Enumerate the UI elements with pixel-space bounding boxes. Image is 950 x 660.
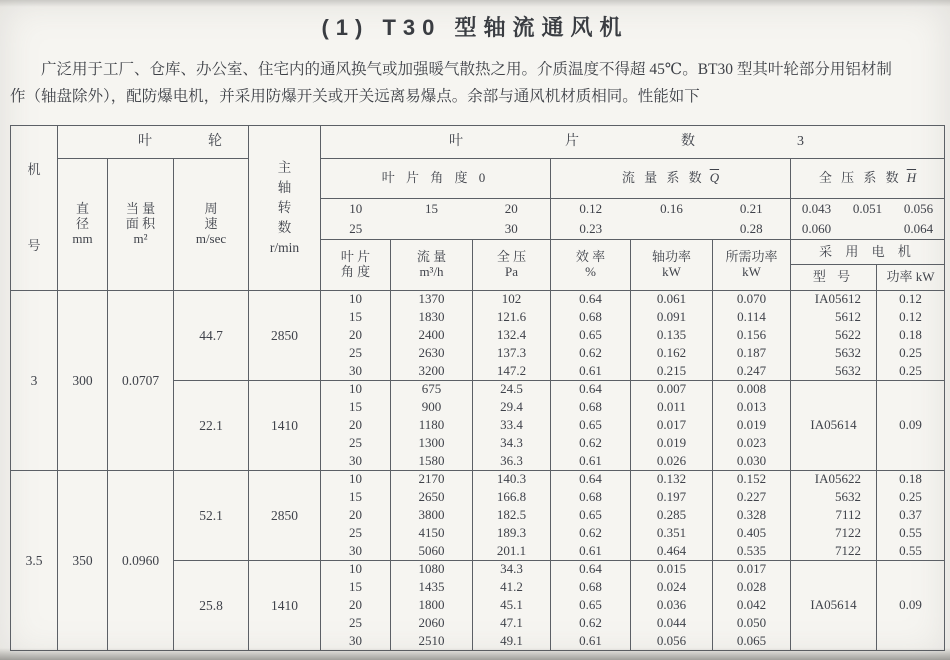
cell-machine-no: 3.5 [11,471,58,651]
colhead-motor-power: 功率 kW [877,265,945,291]
cell-shaft-speed: 2850 [249,291,321,381]
cell-flow: 1370 [391,291,473,309]
cell-flow: 2170 [391,471,473,489]
cell-shaft-power: 0.007 [631,381,713,399]
cell-efficiency: 0.61 [551,633,631,651]
cell-peripheral-speed: 52.1 [174,471,249,561]
cell-efficiency: 0.64 [551,561,631,579]
cell-flow: 3200 [391,363,473,381]
cell-motor-power: 0.55 [877,543,945,561]
cell-motor-model: IA05614 [791,561,877,651]
subheader-angle: 10 [349,200,363,216]
scan-shadow-bottom [0,648,950,660]
subheader-pressure-coeff: 0.060 [801,220,832,236]
cell-shaft-power: 0.351 [631,525,713,543]
header-impeller-char: 叶 [138,133,152,149]
cell-required-power: 0.050 [713,615,791,633]
subheader-pressure-coeff-row [791,199,945,220]
cell-motor-power: 0.18 [877,327,945,345]
header-peripheral-speed: 周 速 m/sec [174,159,249,291]
subheader-pressure-coeff: 0.064 [903,220,934,236]
cell-flow: 5060 [391,543,473,561]
cell-motor-power: 0.25 [877,489,945,507]
flow-coeff-label: 流 量 系 数 [621,170,705,186]
header-blade-angle-group: 叶 片 角 度 0 [321,159,551,199]
cell-flow: 1580 [391,453,473,471]
cell-motor-power: 0.18 [877,471,945,489]
cell-shaft-power: 0.091 [631,309,713,327]
cell-blade-angle: 30 [321,453,391,471]
cell-pressure: 41.2 [473,579,551,597]
cell-shaft-power: 0.026 [631,453,713,471]
cell-efficiency: 0.64 [551,381,631,399]
cell-blade-angle: 10 [321,291,391,309]
cell-eq-area: 0.0960 [108,471,174,651]
page-title: (1) T30 型轴流通风机 [321,15,629,40]
cell-blade-angle: 30 [321,363,391,381]
cell-shaft-power: 0.162 [631,345,713,363]
cell-shaft-speed: 2850 [249,471,321,561]
cell-shaft-power: 0.285 [631,507,713,525]
cell-pressure: 132.4 [473,327,551,345]
cell-motor-model: IA05612 [791,291,877,309]
cell-shaft-power: 0.036 [631,597,713,615]
cell-required-power: 0.065 [713,633,791,651]
cell-flow: 2060 [391,615,473,633]
fan-performance-table [10,125,945,651]
cell-shaft-speed: 1410 [249,381,321,471]
cell-motor-power: 0.55 [877,525,945,543]
cell-efficiency: 0.68 [551,579,631,597]
cell-flow: 1800 [391,597,473,615]
cell-blade-angle: 20 [321,327,391,345]
intro-line-1: 广泛用于工厂、仓库、办公室、住宅内的通风换气或加强暖气散热之用。介质温度不得超 45℃。BT30 型其叶轮部分用铝材制 [41,61,892,78]
cell-blade-angle: 15 [321,399,391,417]
cell-blade-angle: 10 [321,561,391,579]
cell-flow: 900 [391,399,473,417]
colhead-pressure: 全 压 Pa [473,240,551,291]
cell-required-power: 0.017 [713,561,791,579]
header-machine-no: 机 号 [11,126,58,291]
cell-required-power: 0.247 [713,363,791,381]
cell-shaft-power: 0.044 [631,615,713,633]
cell-required-power: 0.187 [713,345,791,363]
cell-blade-angle: 30 [321,543,391,561]
cell-motor-model: 5632 [791,363,877,381]
subheader-flow-coeff: 0.23 [551,220,631,240]
cell-required-power: 0.019 [713,417,791,435]
cell-blade-angle: 30 [321,633,391,651]
header-diameter: 直 径 mm [58,159,108,291]
cell-motor-model: 7122 [791,525,877,543]
subheader-pressure-coeff-row [791,220,945,240]
cell-required-power: 0.008 [713,381,791,399]
cell-pressure: 36.3 [473,453,551,471]
cell-pressure: 24.5 [473,381,551,399]
cell-blade-angle: 20 [321,507,391,525]
cell-flow: 1300 [391,435,473,453]
cell-pressure: 166.8 [473,489,551,507]
cell-shaft-speed: 1410 [249,561,321,651]
cell-blade-angle: 15 [321,489,391,507]
cell-efficiency: 0.65 [551,597,631,615]
subheader-flow-coeff: 0.28 [713,220,791,240]
cell-required-power: 0.152 [713,471,791,489]
colhead-flow: 流 量 m³/h [391,240,473,291]
cell-motor-model: 5632 [791,489,877,507]
cell-efficiency: 0.62 [551,615,631,633]
pressure-coeff-label: 全 压 系 数 [818,170,902,186]
cell-required-power: 0.227 [713,489,791,507]
cell-motor-power: 0.12 [877,309,945,327]
cell-flow: 4150 [391,525,473,543]
cell-blade-angle: 15 [321,579,391,597]
subheader-flow-coeff: 0.16 [660,200,683,216]
cell-blade-angle: 25 [321,435,391,453]
header-flow-coeff [551,159,791,199]
cell-shaft-power: 0.215 [631,363,713,381]
cell-pressure: 34.3 [473,435,551,453]
pressure-coeff-symbol: $\overline{H}$ [906,170,917,186]
cell-peripheral-speed: 22.1 [174,381,249,471]
header-eq-area: 当 量 面 积 m² [108,159,174,291]
cell-efficiency: 0.62 [551,525,631,543]
flow-coeff-symbol: $\overline{Q}$ [709,170,720,186]
colhead-motor-model: 型 号 [791,265,877,291]
cell-diameter: 300 [58,291,108,471]
intro-paragraph [10,56,942,110]
cell-efficiency: 0.65 [551,327,631,345]
cell-flow: 1080 [391,561,473,579]
cell-pressure: 137.3 [473,345,551,363]
table-row [11,291,945,309]
cell-shaft-power: 0.011 [631,399,713,417]
scan-shadow-top [0,0,950,7]
cell-required-power: 0.070 [713,291,791,309]
subheader-pressure-coeff: 0.043 [801,200,832,216]
subheader-angle: 25 [321,220,391,240]
cell-required-power: 0.013 [713,399,791,417]
subheader-angle: 30 [473,220,551,240]
header-shaft-speed: 主 轴 转 数 r/min [249,126,321,291]
subheader-flow-coeff [631,220,713,240]
subheader-flow-coeff: 0.21 [713,199,791,220]
cell-flow: 1180 [391,417,473,435]
cell-pressure: 29.4 [473,399,551,417]
subheader-pressure-coeff [842,222,893,237]
cell-flow: 2650 [391,489,473,507]
cell-required-power: 0.023 [713,435,791,453]
cell-shaft-power: 0.024 [631,579,713,597]
cell-motor-power: 0.37 [877,507,945,525]
cell-pressure: 201.1 [473,543,551,561]
cell-efficiency: 0.62 [551,435,631,453]
cell-blade-angle: 20 [321,597,391,615]
cell-flow: 675 [391,381,473,399]
cell-pressure: 102 [473,291,551,309]
cell-efficiency: 0.61 [551,453,631,471]
cell-blade-angle: 25 [321,615,391,633]
cell-pressure: 49.1 [473,633,551,651]
cell-efficiency: 0.68 [551,489,631,507]
cell-flow: 2400 [391,327,473,345]
subheader-angle: 20 [473,199,551,220]
cell-shaft-power: 0.019 [631,435,713,453]
cell-blade-angle: 25 [321,345,391,363]
cell-motor-model: 7122 [791,543,877,561]
colhead-motor-group: 采 用 电 机 [791,240,945,265]
cell-motor-model: 5612 [791,309,877,327]
cell-eq-area: 0.0707 [108,291,174,471]
cell-efficiency: 0.65 [551,417,631,435]
cell-diameter: 350 [58,471,108,651]
cell-efficiency: 0.65 [551,507,631,525]
cell-pressure: 45.1 [473,597,551,615]
cell-flow: 2630 [391,345,473,363]
cell-motor-power: 0.25 [877,345,945,363]
cell-required-power: 0.405 [713,525,791,543]
header-blade-count-char: 叶 [449,133,463,149]
cell-shaft-power: 0.464 [631,543,713,561]
cell-shaft-power: 0.056 [631,633,713,651]
cell-efficiency: 0.64 [551,471,631,489]
header-blade-count-char: 数 [681,133,695,149]
cell-blade-angle: 10 [321,471,391,489]
header-blade-count-char: 片 [565,133,579,149]
cell-flow: 3800 [391,507,473,525]
colhead-blade-angle: 叶 片 角 度 [321,240,391,291]
subheader-pressure-coeff: 0.051 [852,200,883,216]
cell-efficiency: 0.62 [551,345,631,363]
cell-efficiency: 0.64 [551,291,631,309]
header-impeller-group [58,126,249,159]
subheader-pressure-coeff: 0.056 [903,200,934,216]
cell-motor-power: 0.09 [877,561,945,651]
cell-required-power: 0.328 [713,507,791,525]
cell-blade-angle: 25 [321,525,391,543]
cell-shaft-power: 0.197 [631,489,713,507]
cell-motor-power: 0.09 [877,381,945,471]
cell-required-power: 0.028 [713,579,791,597]
cell-flow: 1830 [391,309,473,327]
cell-pressure: 47.1 [473,615,551,633]
cell-flow: 2510 [391,633,473,651]
cell-pressure: 33.4 [473,417,551,435]
subheader-flow-coeff: 0.12 [579,200,603,216]
colhead-required-power: 所需功率 kW [713,240,791,291]
cell-pressure: 189.3 [473,525,551,543]
cell-pressure: 121.6 [473,309,551,327]
cell-shaft-power: 0.061 [631,291,713,309]
cell-peripheral-speed: 44.7 [174,291,249,381]
cell-flow: 1435 [391,579,473,597]
cell-blade-angle: 10 [321,381,391,399]
cell-required-power: 0.030 [713,453,791,471]
cell-blade-angle: 15 [321,309,391,327]
cell-efficiency: 0.68 [551,399,631,417]
cell-pressure: 147.2 [473,363,551,381]
cell-required-power: 0.042 [713,597,791,615]
cell-efficiency: 0.61 [551,363,631,381]
intro-line-2: 作（轴盘除外），配防爆电机，并采用防爆开关或开关远离易爆点。余部与通风机材质相同。性能如下 [10,88,700,105]
header-impeller-char: 轮 [208,133,222,149]
cell-motor-power: 0.25 [877,363,945,381]
colhead-efficiency: 效 率 % [551,240,631,291]
cell-motor-model: 5622 [791,327,877,345]
cell-peripheral-speed: 25.8 [174,561,249,651]
cell-blade-angle: 20 [321,417,391,435]
cell-shaft-power: 0.015 [631,561,713,579]
cell-pressure: 182.5 [473,507,551,525]
cell-shaft-power: 0.132 [631,471,713,489]
subheader-angle [391,220,473,240]
cell-pressure: 140.3 [473,471,551,489]
header-blade-count [321,126,945,159]
cell-pressure: 34.3 [473,561,551,579]
cell-required-power: 0.535 [713,543,791,561]
cell-motor-model: IA05614 [791,381,877,471]
table-row [11,471,945,489]
cell-efficiency: 0.61 [551,543,631,561]
cell-shaft-power: 0.135 [631,327,713,345]
cell-shaft-power: 0.017 [631,417,713,435]
cell-motor-model: 7112 [791,507,877,525]
cell-required-power: 0.156 [713,327,791,345]
header-blade-count-value: 3 [797,133,804,149]
cell-machine-no: 3 [11,291,58,471]
header-pressure-coeff [791,159,945,199]
colhead-shaft-power: 轴功率 kW [631,240,713,291]
subheader-angle: 15 [425,200,438,216]
cell-motor-model: IA05622 [791,471,877,489]
cell-motor-model: 5632 [791,345,877,363]
cell-motor-power: 0.12 [877,291,945,309]
cell-efficiency: 0.68 [551,309,631,327]
cell-required-power: 0.114 [713,309,791,327]
